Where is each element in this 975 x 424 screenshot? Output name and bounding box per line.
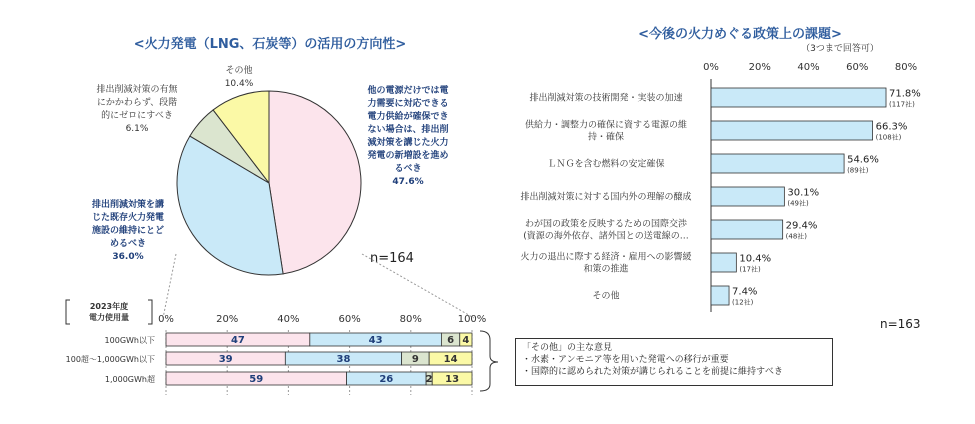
hbar-category-label: 供給力・調整力の確保に資する電源の維	[524, 120, 688, 131]
bar-n-label: n=163	[880, 317, 921, 331]
hbar-x-tick: 60%	[846, 62, 869, 73]
pie-title: <火力発電（LNG、石炭等）の活用の方向性>	[133, 37, 407, 52]
hbar-x-tick: 40%	[797, 62, 820, 73]
pie-label-line: 的にゼロにすべき	[101, 111, 173, 121]
hbar-count-label: (17社)	[739, 265, 761, 274]
hbar-count-label: (89社)	[847, 166, 869, 175]
stack-row-label: 100GWh以下	[104, 336, 155, 345]
stack-segment-label: 6	[447, 335, 455, 346]
hbar-bar	[711, 187, 784, 206]
pie-label-line: 電力供給が確保でき	[367, 112, 449, 122]
stack-x-tick: 100%	[457, 314, 487, 325]
stack-row-label: 1,000GWh超	[104, 375, 155, 384]
hbar-count-label: (108社)	[875, 133, 902, 142]
pie-n-label: n=164	[370, 251, 414, 266]
hbar-bar	[711, 220, 783, 239]
hbar-category-label: 和策の推進	[583, 264, 629, 275]
hbar-value-label: 54.6%	[847, 154, 879, 166]
pie-label-pct: 6.1%	[125, 124, 149, 134]
stack-row-label: 100超～1,000GWh以下	[65, 355, 155, 364]
stack-segment-label: 43	[368, 335, 383, 346]
horizontal-bar-chart	[520, 62, 920, 312]
pie-label-pct: 10.4%	[224, 79, 254, 89]
stack-x-tick: 20%	[216, 314, 239, 325]
pie-chart	[177, 91, 361, 275]
other-opinions-box	[515, 338, 833, 386]
stack-header-line: 2023年度	[89, 302, 129, 311]
pie-label-line: めるべき	[109, 239, 147, 249]
hbar-value-label: 71.8%	[889, 88, 921, 100]
stack-x-tick: 0%	[158, 314, 174, 325]
hbar-value-label: 29.4%	[785, 220, 818, 232]
pie-label-line: 力需要に対応できる	[367, 99, 449, 109]
pie-label-line: にかかわらず、段階	[96, 98, 178, 108]
hbar-category-label: わが国の政策を反映するための国際交渉	[524, 219, 688, 230]
stack-segment-label: 47	[230, 335, 245, 346]
hbar-category-label: (資源の海外依存、諸外国との送電線の…	[523, 231, 689, 242]
hbar-bar	[711, 121, 873, 140]
stack-x-tick: 40%	[277, 314, 300, 325]
hbar-count-label: (12社)	[732, 298, 754, 307]
stack-segment-label: 39	[218, 354, 233, 365]
brace	[480, 331, 498, 391]
stack-header-line: 電力使用量	[89, 313, 129, 322]
pie-label-line: その他	[225, 66, 253, 76]
pie-label-line: るべき	[394, 164, 422, 174]
stack-segment-label: 26	[379, 374, 394, 385]
pie-label-pct: 36.0%	[112, 252, 144, 262]
stack-segment-label: 14	[443, 354, 458, 365]
stack-x-tick: 80%	[399, 314, 422, 325]
hbar-x-tick: 20%	[748, 62, 771, 73]
pie-label-line: 発電の新増設を進め	[367, 151, 449, 161]
header-bracket-left	[66, 300, 70, 324]
hbar-value-label: 66.3%	[875, 121, 908, 133]
note-item-2: ・国際的に認められた対策が講じられることを前提に維持すべき	[522, 367, 783, 377]
stack-x-tick: 60%	[338, 314, 361, 325]
pie-label-line: 排出削減対策の有無	[96, 85, 178, 95]
hbar-category-label: 持・確保	[587, 132, 625, 143]
hbar-value-label: 10.4%	[739, 253, 772, 265]
hbar-count-label: (48社)	[785, 232, 808, 241]
hbar-bar	[711, 88, 886, 107]
hbar-x-tick: 80%	[894, 62, 918, 73]
pie-label-line: 減対策を講じた火力	[367, 138, 449, 148]
hbar-bar	[711, 253, 736, 272]
stacked-bar-chart	[66, 300, 498, 395]
hbar-category-label: ＬＮＧを含む燃料の安定確保	[547, 159, 665, 170]
hbar-bar	[711, 154, 844, 173]
stack-segment-label: 59	[249, 374, 264, 385]
hbar-count-label: (117社)	[889, 100, 915, 109]
pie-label-line: 排出削減対策を講	[91, 200, 165, 210]
hbar-category-label: その他	[592, 291, 620, 302]
stack-segment-label: 13	[445, 374, 460, 385]
connector-left	[163, 254, 176, 318]
bar-title: <今後の火力めぐる政策上の課題>	[638, 27, 842, 42]
pie-label-pct: 47.6%	[392, 177, 424, 187]
note-title: 「その他」の主な意見	[522, 343, 613, 353]
stack-segment-label: 4	[462, 335, 470, 346]
pie-label-line: 他の電源だけでは電	[367, 86, 449, 96]
hbar-value-label: 30.1%	[787, 187, 820, 199]
hbar-count-label: (49社)	[787, 199, 809, 208]
hbar-x-tick: 0%	[703, 62, 719, 73]
pie-label-line: 施設の維持にとど	[91, 226, 165, 236]
stack-segment-label: 38	[336, 354, 351, 365]
pie-label-line: ない場合は、排出削	[367, 125, 449, 135]
stack-segment-label: 2	[425, 374, 433, 385]
hbar-category-label: 排出削減対策の技術開発・実装の加速	[529, 93, 683, 104]
hbar-category-label: 火力の退出に際する経済・雇用への影響緩	[520, 252, 692, 263]
pie-slice	[269, 91, 361, 274]
hbar-bar	[711, 286, 729, 305]
pie-label-line: じた既存火力発電	[91, 213, 165, 223]
stack-segment-label: 9	[411, 354, 419, 365]
bar-subtitle: （3つまで回答可）	[801, 44, 879, 54]
hbar-category-label: 排出削減対策に対する国内外の理解の醸成	[520, 192, 692, 203]
note-item-1: ・水素・アンモニア等を用いた発電への移行が重要	[522, 355, 729, 365]
header-bracket-right	[148, 300, 152, 324]
hbar-value-label: 7.4%	[732, 286, 758, 298]
